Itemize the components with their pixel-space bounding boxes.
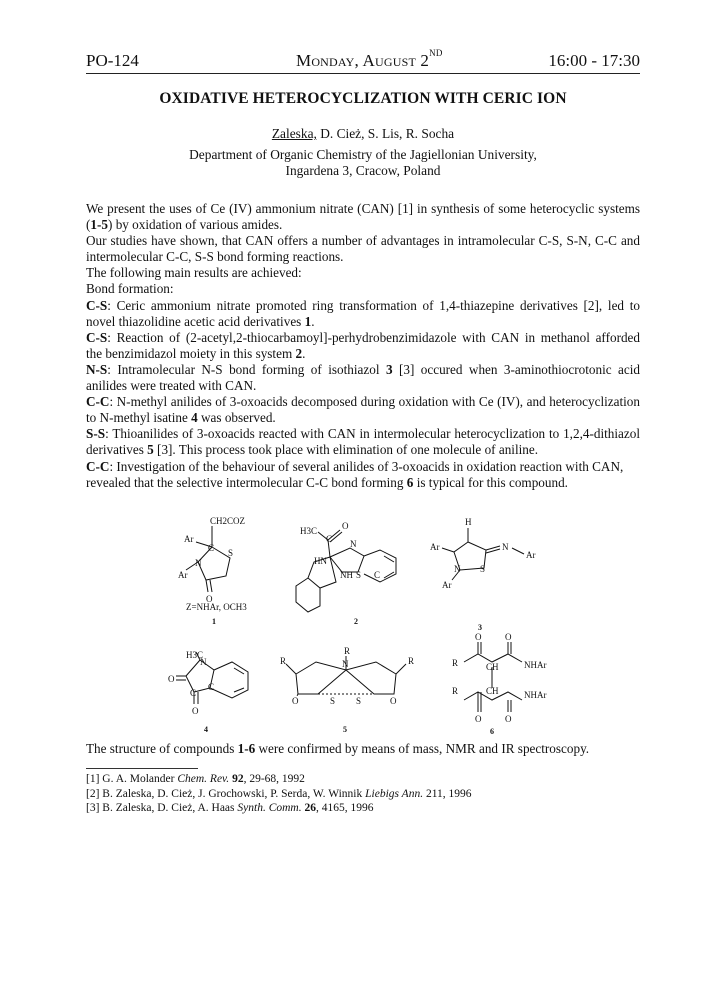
result-text-end: [3] occured when 3-aminothiocrotonic acid anilides were treated with CAN. xyxy=(86,361,641,394)
s1-note: Z=NHAr, OCH3 xyxy=(186,602,247,612)
compound-ref: 1 xyxy=(304,313,312,329)
s2-oxygen: O xyxy=(342,521,349,531)
s4-oxygen-2: O xyxy=(192,706,199,716)
s5-number: 5 xyxy=(343,725,347,734)
reference-journal: Synth. Comm. xyxy=(237,802,302,814)
s2-nitrogen: N xyxy=(350,539,357,549)
s3-aryl: Ar xyxy=(430,542,440,552)
s2-carbon-ring: C xyxy=(374,570,381,580)
result-item xyxy=(86,298,640,330)
s6-oxygen-2: O xyxy=(505,632,512,642)
bond-label: C-C xyxy=(86,458,110,474)
s3-number: 3 xyxy=(478,623,482,632)
intro-text: We present the uses of Ce (IV) ammonium nitrate (CAN) [1] in synthesis of some heterocyclic systems ( xyxy=(86,201,640,233)
compound-ref: 5 xyxy=(147,442,154,458)
compound-ref: 3 xyxy=(385,361,393,377)
s6-amide-2: NHAr xyxy=(524,690,547,700)
intro-paragraph xyxy=(86,201,640,233)
session-time: 16:00 - 17:30 xyxy=(548,51,640,70)
s4-ring-carbon: C xyxy=(208,682,215,692)
reference-journal: Liebigs Ann. xyxy=(365,787,424,800)
bond-label: S-S xyxy=(86,426,106,442)
s1-number: 1 xyxy=(212,617,216,626)
s3-aryl-n: Ar xyxy=(442,580,452,590)
s1-aryl-n: Ar xyxy=(178,570,188,580)
reference-journal: Chem. Rev. xyxy=(177,773,230,785)
s5-sulfur-2: S xyxy=(356,696,362,706)
reference-authors: [2] B. Zaleska, D. Cież, J. Grochowski, P. Serda, W. Winnik xyxy=(86,787,366,800)
reference-item xyxy=(86,801,640,816)
s1-carbon: C xyxy=(208,543,215,553)
conclusion xyxy=(86,741,646,757)
session-day-text: Monday, August 2 xyxy=(296,51,430,70)
reference-pages: 211, 1996 xyxy=(423,787,472,800)
affiliation-line-2: Ingardena 3, Cracow, Poland xyxy=(285,163,441,178)
session-day xyxy=(296,48,443,71)
s3-sulfur: S xyxy=(480,564,486,574)
abstract-title: OXIDATIVE HETEROCYCLIZATION WITH CERIC ION xyxy=(159,90,567,107)
result-text: : Ceric ammonium nitrate promoted ring transformation of 1,4-thiazepine derivatives [2], led to novel thiazolidine acetic acid derivatives xyxy=(86,297,640,329)
bond-formation-heading: Bond formation: xyxy=(86,281,174,297)
compound-ref: 2 xyxy=(295,345,303,361)
session-code: PO-124 xyxy=(86,51,139,70)
author-list xyxy=(86,126,640,142)
reference-item xyxy=(86,787,640,802)
s6-number: 6 xyxy=(490,727,494,736)
s2-number: 2 xyxy=(354,617,358,626)
conclusion-text: The structure of compounds xyxy=(86,741,238,756)
s3-ring-nitrogen: N xyxy=(454,564,461,574)
intro-text-end: ) by oxidation of various amides. xyxy=(108,217,283,233)
s2-carbon: C xyxy=(326,534,333,544)
s3-imine-nitrogen: N xyxy=(502,542,509,552)
s5-left-group: R xyxy=(280,656,287,666)
s6-oxygen-3: O xyxy=(475,714,482,724)
result-text: : Thioanilides of 3-oxoacids reacted with CAN in intermolecular heterocyclization to 1,2,4-dithiazol derivatives xyxy=(86,426,640,458)
session-day-suffix: ND xyxy=(429,48,443,59)
s4-nitrogen: N xyxy=(200,657,207,667)
result-text: : Intramolecular N-S bond forming of isothiazol xyxy=(107,361,386,377)
s2-nh: NH xyxy=(340,570,353,580)
s5-sulfur-1: S xyxy=(330,696,336,706)
result-item xyxy=(86,330,640,362)
s1-sulfur: S xyxy=(228,548,234,558)
s1-nitrogen: N xyxy=(195,558,202,568)
s2-hn: HN xyxy=(314,556,327,566)
s6-group-1: R xyxy=(452,658,459,668)
references-divider xyxy=(86,768,198,769)
compound-ref: 6 xyxy=(406,474,414,490)
s4-methyl: H3C xyxy=(186,650,204,660)
result-text-end: is typical for this compound. xyxy=(413,474,568,490)
s2-sulfur: S xyxy=(356,570,362,580)
bond-label: C-S xyxy=(86,329,108,345)
s1-substituent: CH2COZ xyxy=(210,516,246,526)
result-text: : Reaction of (2-acetyl,2-thiocarbamoyl]-perhydrobenzimidazole with CAN in methanol afforded the benzimidazol moiety in this system xyxy=(86,329,640,361)
compound-ref: 1-5 xyxy=(90,217,108,233)
result-text-end: . xyxy=(311,313,315,329)
result-text-end: was observed. xyxy=(197,410,276,426)
co-authors: D. Cież, S. Lis, R. Socha xyxy=(316,126,455,141)
result-item xyxy=(86,362,640,394)
s5-left-oxygen: O xyxy=(292,696,299,706)
affiliation xyxy=(86,147,640,179)
s6-oxygen-1: O xyxy=(475,632,482,642)
s6-amide-1: NHAr xyxy=(524,660,547,670)
s1-oxygen: O xyxy=(206,594,213,604)
references xyxy=(86,772,640,816)
s5-nitrogen: N xyxy=(342,659,349,669)
s6-ch-1: CH xyxy=(486,662,499,672)
s6-ch-2: CH xyxy=(486,686,499,696)
s2-acyl: H3C xyxy=(300,526,318,536)
structures-svg xyxy=(150,512,630,737)
s4-carbon: C xyxy=(190,688,197,698)
s4-number: 4 xyxy=(204,725,208,734)
abstract-body xyxy=(86,201,640,491)
reference-item xyxy=(86,772,640,787)
s4-oxygen-1: O xyxy=(168,674,175,684)
conclusion-text-end: were confirmed by means of mass, NMR and IR spectroscopy. xyxy=(255,741,590,756)
s3-aryl-imine: Ar xyxy=(526,550,536,560)
bond-label: N-S xyxy=(86,361,108,377)
result-item xyxy=(86,459,640,491)
s3-hydrogen: H xyxy=(465,517,472,527)
reference-volume: 92 xyxy=(229,773,244,785)
page-header xyxy=(86,49,640,74)
results-intro: The following main results are achieved: xyxy=(86,265,302,281)
compound-ref: 1-6 xyxy=(237,741,256,756)
advantages-paragraph: Our studies have shown, that CAN offers a number of advantages in intramolecular C-S, S-N, C-C and intermolecular C-C, S-S bond forming reactions. xyxy=(86,233,640,265)
result-item xyxy=(86,394,640,426)
chemical-structures xyxy=(150,512,630,737)
s1-aryl: Ar xyxy=(184,534,194,544)
reference-authors: [1] G. A. Molander xyxy=(86,773,178,785)
presenting-author: Zaleska, xyxy=(271,126,317,141)
s5-right-group: R xyxy=(408,656,415,666)
reference-authors: [3] B. Zaleska, D. Cież, A. Haas xyxy=(86,802,238,814)
bond-label: C-C xyxy=(86,394,110,410)
reference-pages: , 29-68, 1992 xyxy=(243,773,305,785)
reference-pages: , 4165, 1996 xyxy=(315,802,374,814)
result-item xyxy=(86,426,640,458)
result-text-end: . xyxy=(302,345,306,361)
result-text: : N-methyl anilides of 3-oxoacids decomposed during oxidation with Ce (IV), and heterocyclization to N-methyl isatine xyxy=(86,394,640,426)
result-text-end: [3]. This process took place with elimination of one molecule of aniline. xyxy=(153,442,539,458)
reference-volume: 26 xyxy=(301,802,316,814)
s6-oxygen-4: O xyxy=(505,714,512,724)
bond-label: C-S xyxy=(86,297,108,313)
s5-top-group: R xyxy=(344,646,351,656)
result-text: : Investigation of the behaviour of several anilides of 3-oxoacids in oxidation reaction with CAN, revealed that the selective intermolecular C-C bond forming xyxy=(86,458,624,490)
compound-ref: 4 xyxy=(191,410,198,426)
affiliation-line-1: Department of Organic Chemistry of the Jagiellonian University, xyxy=(189,147,537,162)
s6-group-2: R xyxy=(452,686,459,696)
s5-right-oxygen: O xyxy=(390,696,397,706)
